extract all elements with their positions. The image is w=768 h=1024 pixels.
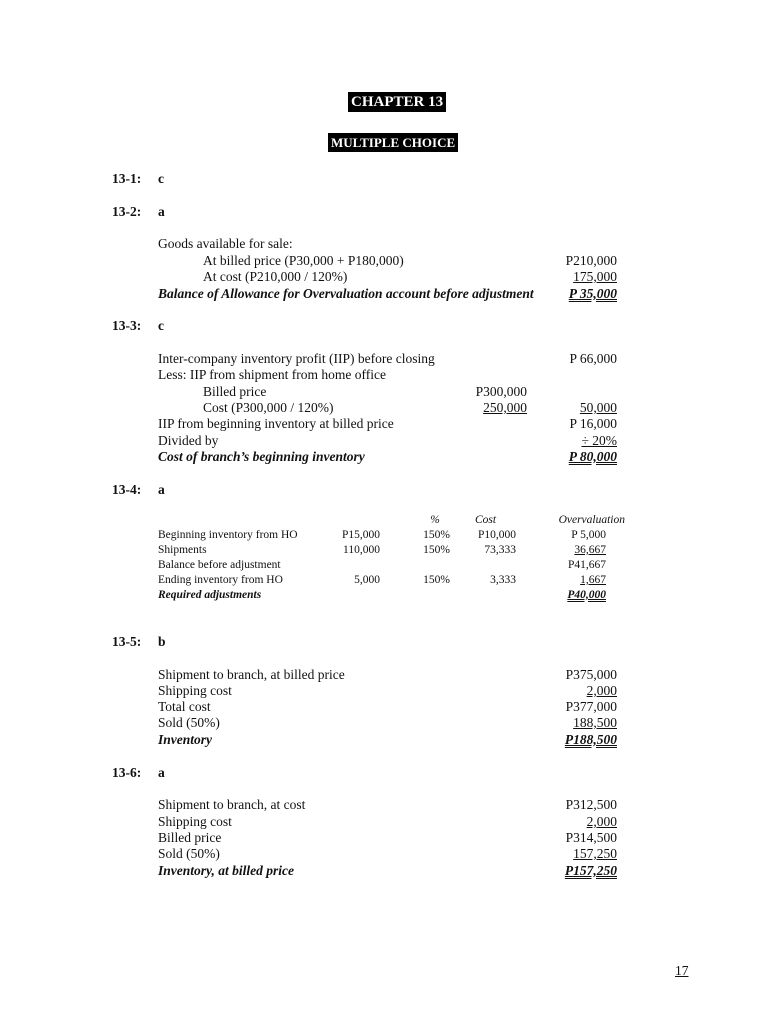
- q4-row-pct: 150%: [423, 574, 450, 586]
- q3-line-5-value: P 16,000: [569, 416, 617, 431]
- q3-line-3-amount: P300,000: [475, 384, 527, 399]
- q2-answer: a: [158, 204, 165, 219]
- q6-answer: a: [158, 765, 165, 780]
- q4-answer: a: [158, 482, 165, 497]
- q2-line-2: At billed price (P30,000 + P180,000): [203, 253, 404, 268]
- q4-row-amount: P15,000: [341, 529, 380, 541]
- q5-line-3: Total cost: [158, 699, 211, 714]
- q4-row-label: Required adjustments: [158, 589, 262, 601]
- q5-line-4-value: 188,500: [573, 715, 617, 730]
- q4-row-label: Balance before adjustment: [158, 559, 281, 571]
- q3-answer: c: [158, 318, 164, 333]
- q4-header-overvaluation: Overvaluation: [558, 514, 625, 526]
- q4-row-label: Ending inventory from HO: [158, 574, 283, 586]
- q6-line-3: Billed price: [158, 830, 222, 845]
- q4-row-label: Shipments: [158, 544, 207, 556]
- q3-line-1-value: P 66,000: [569, 351, 617, 366]
- q3-line-7-value: P 80,000: [568, 449, 617, 464]
- q3-line-4-value: 50,000: [579, 400, 617, 415]
- q3-line-7: Cost of branch’s beginning inventory: [158, 449, 365, 464]
- q6-line-1: Shipment to branch, at cost: [158, 797, 306, 812]
- q5-line-1-value: P375,000: [565, 667, 617, 682]
- q3-line-6-value: ÷ 20%: [581, 433, 617, 448]
- q5-line-2-value: 2,000: [586, 683, 617, 698]
- q4-row-overvaluation: P41,667: [567, 559, 606, 571]
- q2-line-4-value: P 35,000: [568, 286, 617, 301]
- q4-row-pct: 150%: [423, 529, 450, 541]
- q3-line-3: Billed price: [203, 384, 267, 399]
- q4-header-pct: %: [430, 514, 440, 526]
- q3-line-6: Divided by: [158, 433, 219, 448]
- q6-line-2-value: 2,000: [586, 814, 617, 829]
- q4-row-overvaluation: P 5,000: [571, 529, 606, 541]
- q3-line-4: Cost (P300,000 / 120%): [203, 400, 334, 415]
- q4-row-amount: 110,000: [343, 544, 380, 556]
- q6-line-4: Sold (50%): [158, 846, 220, 861]
- q4-row-cost: 3,333: [490, 574, 516, 586]
- q2-line-2-value: P210,000: [565, 253, 617, 268]
- q6-line-5-value: P157,250: [564, 863, 617, 878]
- chapter-title: CHAPTER 13: [348, 95, 446, 110]
- q3-number: 13-3:: [112, 318, 142, 333]
- q3-line-4-amount: 250,000: [483, 400, 527, 415]
- q2-line-4: Balance of Allowance for Overvaluation account before adjustment: [158, 286, 534, 301]
- page-number: 17: [675, 963, 689, 978]
- q2-number: 13-2:: [112, 204, 142, 219]
- q5-line-2: Shipping cost: [158, 683, 232, 698]
- q4-number: 13-4:: [112, 482, 142, 497]
- q2-line-1: Goods available for sale:: [158, 236, 293, 251]
- q1-number: 13-1:: [112, 171, 142, 186]
- q6-line-2: Shipping cost: [158, 814, 232, 829]
- q6-line-1-value: P312,500: [565, 797, 617, 812]
- q6-line-5: Inventory, at billed price: [158, 863, 294, 878]
- q4-row-overvaluation: 1,667: [580, 574, 606, 586]
- q5-line-5: Inventory: [158, 732, 212, 747]
- q2-line-3: At cost (P210,000 / 120%): [203, 269, 348, 284]
- q4-row-cost: P10,000: [477, 529, 516, 541]
- q5-line-5-value: P188,500: [564, 732, 617, 747]
- q4-row-overvaluation: 36,667: [574, 544, 606, 556]
- q4-row-overvaluation: P40,000: [567, 589, 606, 601]
- q3-line-5: IIP from beginning inventory at billed price: [158, 416, 394, 431]
- q1-answer: c: [158, 171, 164, 186]
- q4-row-amount: 5,000: [354, 574, 380, 586]
- section-title: MULTIPLE CHOICE: [328, 136, 458, 150]
- q5-line-4: Sold (50%): [158, 715, 220, 730]
- q3-line-1: Inter-company inventory profit (IIP) before closing: [158, 351, 435, 366]
- q5-line-3-value: P377,000: [565, 699, 617, 714]
- q6-line-3-value: P314,500: [565, 830, 617, 845]
- q6-line-4-value: 157,250: [573, 846, 617, 861]
- q4-header-cost: Cost: [475, 514, 497, 526]
- q2-line-3-value: 175,000: [573, 269, 617, 284]
- q5-line-1: Shipment to branch, at billed price: [158, 667, 345, 682]
- q6-number: 13-6:: [112, 765, 142, 780]
- q3-line-2: Less: IIP from shipment from home office: [158, 367, 386, 382]
- q5-number: 13-5:: [112, 634, 142, 649]
- q4-row-label: Beginning inventory from HO: [158, 529, 298, 541]
- q4-row-cost: 73,333: [484, 544, 516, 556]
- q5-answer: b: [158, 634, 166, 649]
- q4-row-pct: 150%: [423, 544, 450, 556]
